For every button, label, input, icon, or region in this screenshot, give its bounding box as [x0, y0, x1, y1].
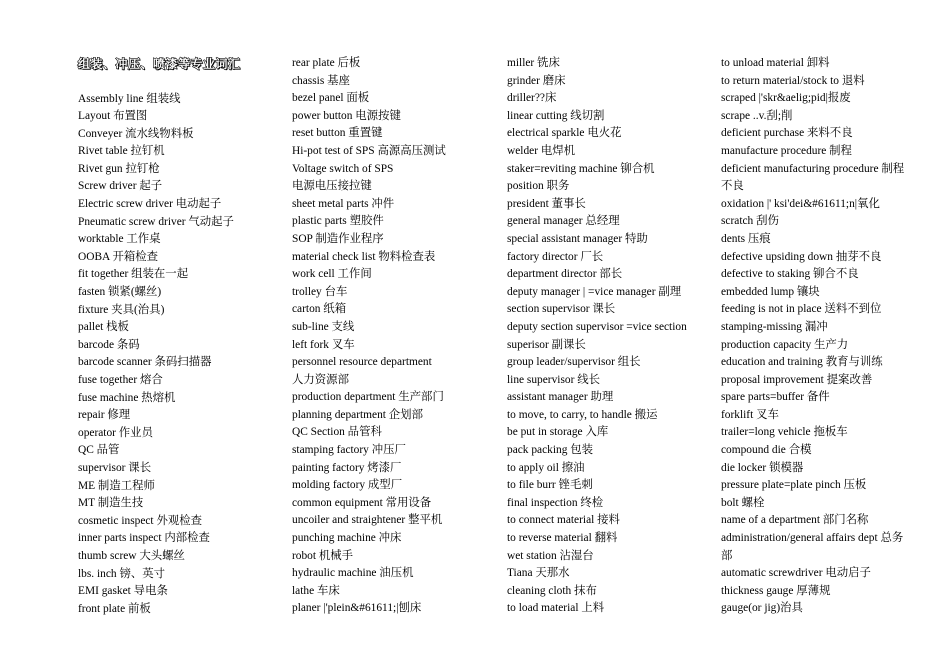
vocab-entry: to move, to carry, to handle 搬运 [507, 408, 658, 421]
vocab-entry: production department 生产部门 [292, 391, 444, 404]
vocab-entry: reset button 重置键 [292, 127, 383, 140]
vocab-entry: SOP 制造作业程序 [292, 232, 384, 245]
vocab-entry: scratch 刮伤 [721, 215, 779, 228]
vocab-entry: fuse together 熔合 [78, 374, 163, 386]
vocab-entry: sub-line 支线 [292, 320, 355, 333]
vocab-entry: die locker 锁模器 [721, 461, 804, 474]
vocab-entry: defective to staking 铆合不良 [721, 268, 859, 281]
vocab-entry: to unload material 卸料 [721, 57, 830, 69]
vocab-entry: barcode 条码 [78, 338, 140, 351]
vocab-entry: Electric screw driver 电动起子 [78, 198, 222, 211]
vocab-entry: name of a department 部门名称 [721, 514, 869, 527]
vocab-entry: operator 作业员 [78, 426, 153, 439]
vocab-entry: uncoiler and straightener 整平机 [292, 514, 443, 527]
vocab-entry: administration/general affairs dept 总务 [721, 532, 904, 545]
vocab-entry: bezel panel 面板 [292, 92, 370, 105]
vocab-entry: group leader/supervisor 组长 [507, 356, 641, 369]
vocab-entry: miller 铣床 [507, 57, 560, 69]
vocab-entry: cosmetic inspect 外观检查 [78, 514, 203, 527]
vocab-entry: Layout 布置图 [78, 110, 148, 123]
vocab-entry: superisor 副课长 [507, 338, 586, 351]
vocab-entry: hydraulic machine 油压机 [292, 567, 414, 580]
vocab-entry: 人力资源部 [292, 373, 349, 386]
column-3 [507, 55, 712, 618]
vocab-entry: position 职务 [507, 180, 570, 193]
vocab-entry: forklift 叉车 [721, 408, 779, 421]
vocab-entry: molding factory 成型厂 [292, 479, 403, 492]
vocab-entry: punching machine 冲床 [292, 532, 402, 545]
vocab-entry: QC 品管 [78, 444, 120, 457]
vocab-entry: staker=reviting machine 铆合机 [507, 162, 655, 175]
vocab-entry: final inspection 终检 [507, 496, 604, 509]
vocab-entry: fit together 组装在一起 [78, 268, 189, 281]
vocab-entry: wet station 沾湿台 [507, 549, 594, 562]
column-2 [292, 55, 497, 618]
vocab-entry: be put in storage 入库 [507, 426, 609, 439]
vocab-entry: lathe 车床 [292, 584, 340, 597]
vocab-entry: deputy manager | =vice manager 副理 [507, 285, 682, 298]
vocab-entry: scrape ..v.刮;削 [721, 109, 793, 122]
column-4 [721, 55, 921, 618]
vocab-entry: fasten 锁紧(螺丝) [78, 286, 162, 299]
vocab-entry: personnel resource department [292, 356, 432, 369]
column-1 [78, 55, 283, 618]
vocab-entry: pack packing 包装 [507, 444, 594, 457]
vocab-entry: left fork 叉车 [292, 338, 355, 351]
vocab-entry: to reverse material 翻料 [507, 532, 618, 545]
vocab-entry: stamping-missing 漏冲 [721, 320, 828, 333]
vocab-entry: section supervisor 课长 [507, 303, 616, 316]
vocab-entry: planning department 企划部 [292, 408, 423, 421]
vocab-entry: plastic parts 塑胶件 [292, 215, 384, 228]
vocab-entry: linear cutting 线切割 [507, 109, 605, 122]
vocab-entry: deficient manufacturing procedure 制程 [721, 162, 905, 175]
vocab-entry: deputy section supervisor =vice section [507, 320, 687, 333]
vocab-entry: trolley 台车 [292, 285, 348, 298]
vocab-entry: president 董事长 [507, 197, 586, 210]
vocab-entry: thumb screw 大头螺丝 [78, 549, 185, 562]
vocab-entry: dents 压痕 [721, 232, 771, 245]
column-4-entries [721, 55, 921, 618]
vocab-entry: Voltage switch of SPS [292, 162, 394, 175]
vocab-entry: planer |'plein&#61611;|刨床 [292, 602, 422, 615]
vocab-entry: to return material/stock to 退料 [721, 74, 865, 87]
vocab-entry: 不良 [721, 180, 744, 193]
vocab-entry: line supervisor 线长 [507, 373, 601, 386]
vocab-entry: assistant manager 助理 [507, 391, 614, 404]
vocab-entry: electrical sparkle 电火花 [507, 127, 622, 140]
vocab-entry: pallet 栈板 [78, 321, 129, 334]
vocab-entry: painting factory 烤漆厂 [292, 461, 402, 474]
vocab-entry: carton 纸箱 [292, 303, 347, 316]
vocab-entry: gauge(or jig)治具 [721, 602, 803, 615]
vocab-entry: material check list 物料检查表 [292, 250, 436, 263]
vocab-entry: lbs. inch 镑、英寸 [78, 567, 166, 580]
vocab-entry: to apply oil 擦油 [507, 461, 585, 474]
vocab-entry: factory director 厂长 [507, 250, 604, 263]
vocab-entry: common equipment 常用设备 [292, 496, 432, 509]
vocab-entry: welder 电焊机 [507, 144, 576, 157]
vocab-entry: Rivet gun 拉钉枪 [78, 162, 160, 175]
vocab-entry: grinder 磨床 [507, 74, 566, 87]
vocab-entry: Assembly line 组装线 [78, 92, 181, 105]
vocab-entry: special assistant manager 特助 [507, 232, 648, 245]
vocab-entry: cleaning cloth 抹布 [507, 584, 597, 597]
vocab-entry: supervisor 课长 [78, 461, 152, 474]
vocabulary-page [78, 55, 928, 667]
vocab-entry: defective upsiding down 抽芽不良 [721, 250, 882, 263]
vocab-entry: to load material 上料 [507, 602, 605, 615]
column-3-entries [507, 55, 712, 618]
vocab-entry: rear plate 后板 [292, 57, 361, 69]
vocab-entry: 部 [721, 549, 733, 562]
vocab-entry: manufacture procedure 制程 [721, 144, 852, 157]
vocab-entry: Conveyer 流水线物料板 [78, 127, 194, 140]
vocab-entry: EMI gasket 导电条 [78, 585, 168, 598]
vocab-entry: Screw driver 起子 [78, 180, 163, 193]
vocab-entry: Rivet table 拉钉机 [78, 145, 165, 158]
vocab-entry: department director 部长 [507, 268, 623, 281]
page-title: 组装、冲压、喷漆等专业词汇 [78, 57, 241, 71]
vocab-entry: QC Section 品管科 [292, 426, 382, 439]
vocab-entry: work cell 工作间 [292, 268, 372, 281]
vocab-entry: oxidation |' ksi'dei&#61611;n|氧化 [721, 197, 880, 210]
vocab-entry: front plate 前板 [78, 602, 151, 615]
vocab-entry: driller??床 [507, 92, 557, 105]
vocab-entry: worktable 工作桌 [78, 233, 161, 246]
vocab-entry: barcode scanner 条码扫描器 [78, 356, 212, 369]
vocab-entry: chassis 基座 [292, 74, 350, 87]
vocab-entry: scraped |'skr&aelig;pid|报废 [721, 92, 851, 105]
vocab-entry: embedded lump 镶块 [721, 285, 820, 298]
vocab-entry: education and training 教育与训练 [721, 356, 883, 369]
title-spacer [78, 73, 283, 91]
vocab-entry: spare parts=buffer 备件 [721, 391, 830, 404]
vocab-entry: compound die 合模 [721, 444, 812, 457]
vocab-entry: Pneumatic screw driver 气动起子 [78, 215, 234, 228]
vocab-entry: fixture 夹具(治具) [78, 303, 165, 316]
vocab-entry: deficient purchase 来料不良 [721, 127, 853, 140]
vocab-entry: inner parts inspect 内部检查 [78, 532, 210, 545]
vocab-entry: trailer=long vehicle 拖板车 [721, 426, 848, 439]
vocab-entry: power button 电源按键 [292, 109, 401, 122]
vocab-entry: ME 制造工程师 [78, 479, 155, 492]
vocab-entry: repair 修理 [78, 409, 131, 422]
vocab-entry: feeding is not in place 送料不到位 [721, 303, 882, 316]
vocab-entry: robot 机械手 [292, 549, 354, 562]
vocab-entry: proposal improvement 提案改善 [721, 373, 873, 386]
column-1-entries [78, 91, 283, 619]
vocab-entry: OOBA 开箱检查 [78, 250, 159, 263]
vocab-entry: thickness gauge 厚薄规 [721, 584, 831, 597]
vocab-entry: automatic screwdriver 电动启子 [721, 567, 871, 580]
vocab-entry: sheet metal parts 冲件 [292, 197, 395, 210]
column-2-entries [292, 55, 497, 618]
vocab-entry: MT 制造生技 [78, 497, 144, 510]
vocab-entry: 电源电压接拉键 [292, 180, 372, 193]
vocab-entry: production capacity 生产力 [721, 338, 849, 351]
vocab-entry: to connect material 接料 [507, 514, 620, 527]
vocab-entry: Tiana 天那水 [507, 567, 570, 580]
vocab-entry: general manager 总经理 [507, 215, 620, 228]
vocab-entry: to file burr 锉毛刺 [507, 479, 593, 492]
vocab-entry: bolt 螺栓 [721, 496, 765, 509]
vocab-entry: pressure plate=plate pinch 压板 [721, 479, 867, 492]
vocab-entry: fuse machine 热熔机 [78, 391, 176, 404]
vocab-entry: stamping factory 冲压厂 [292, 444, 406, 457]
vocab-entry: Hi-pot test of SPS 高源高压测试 [292, 144, 446, 157]
